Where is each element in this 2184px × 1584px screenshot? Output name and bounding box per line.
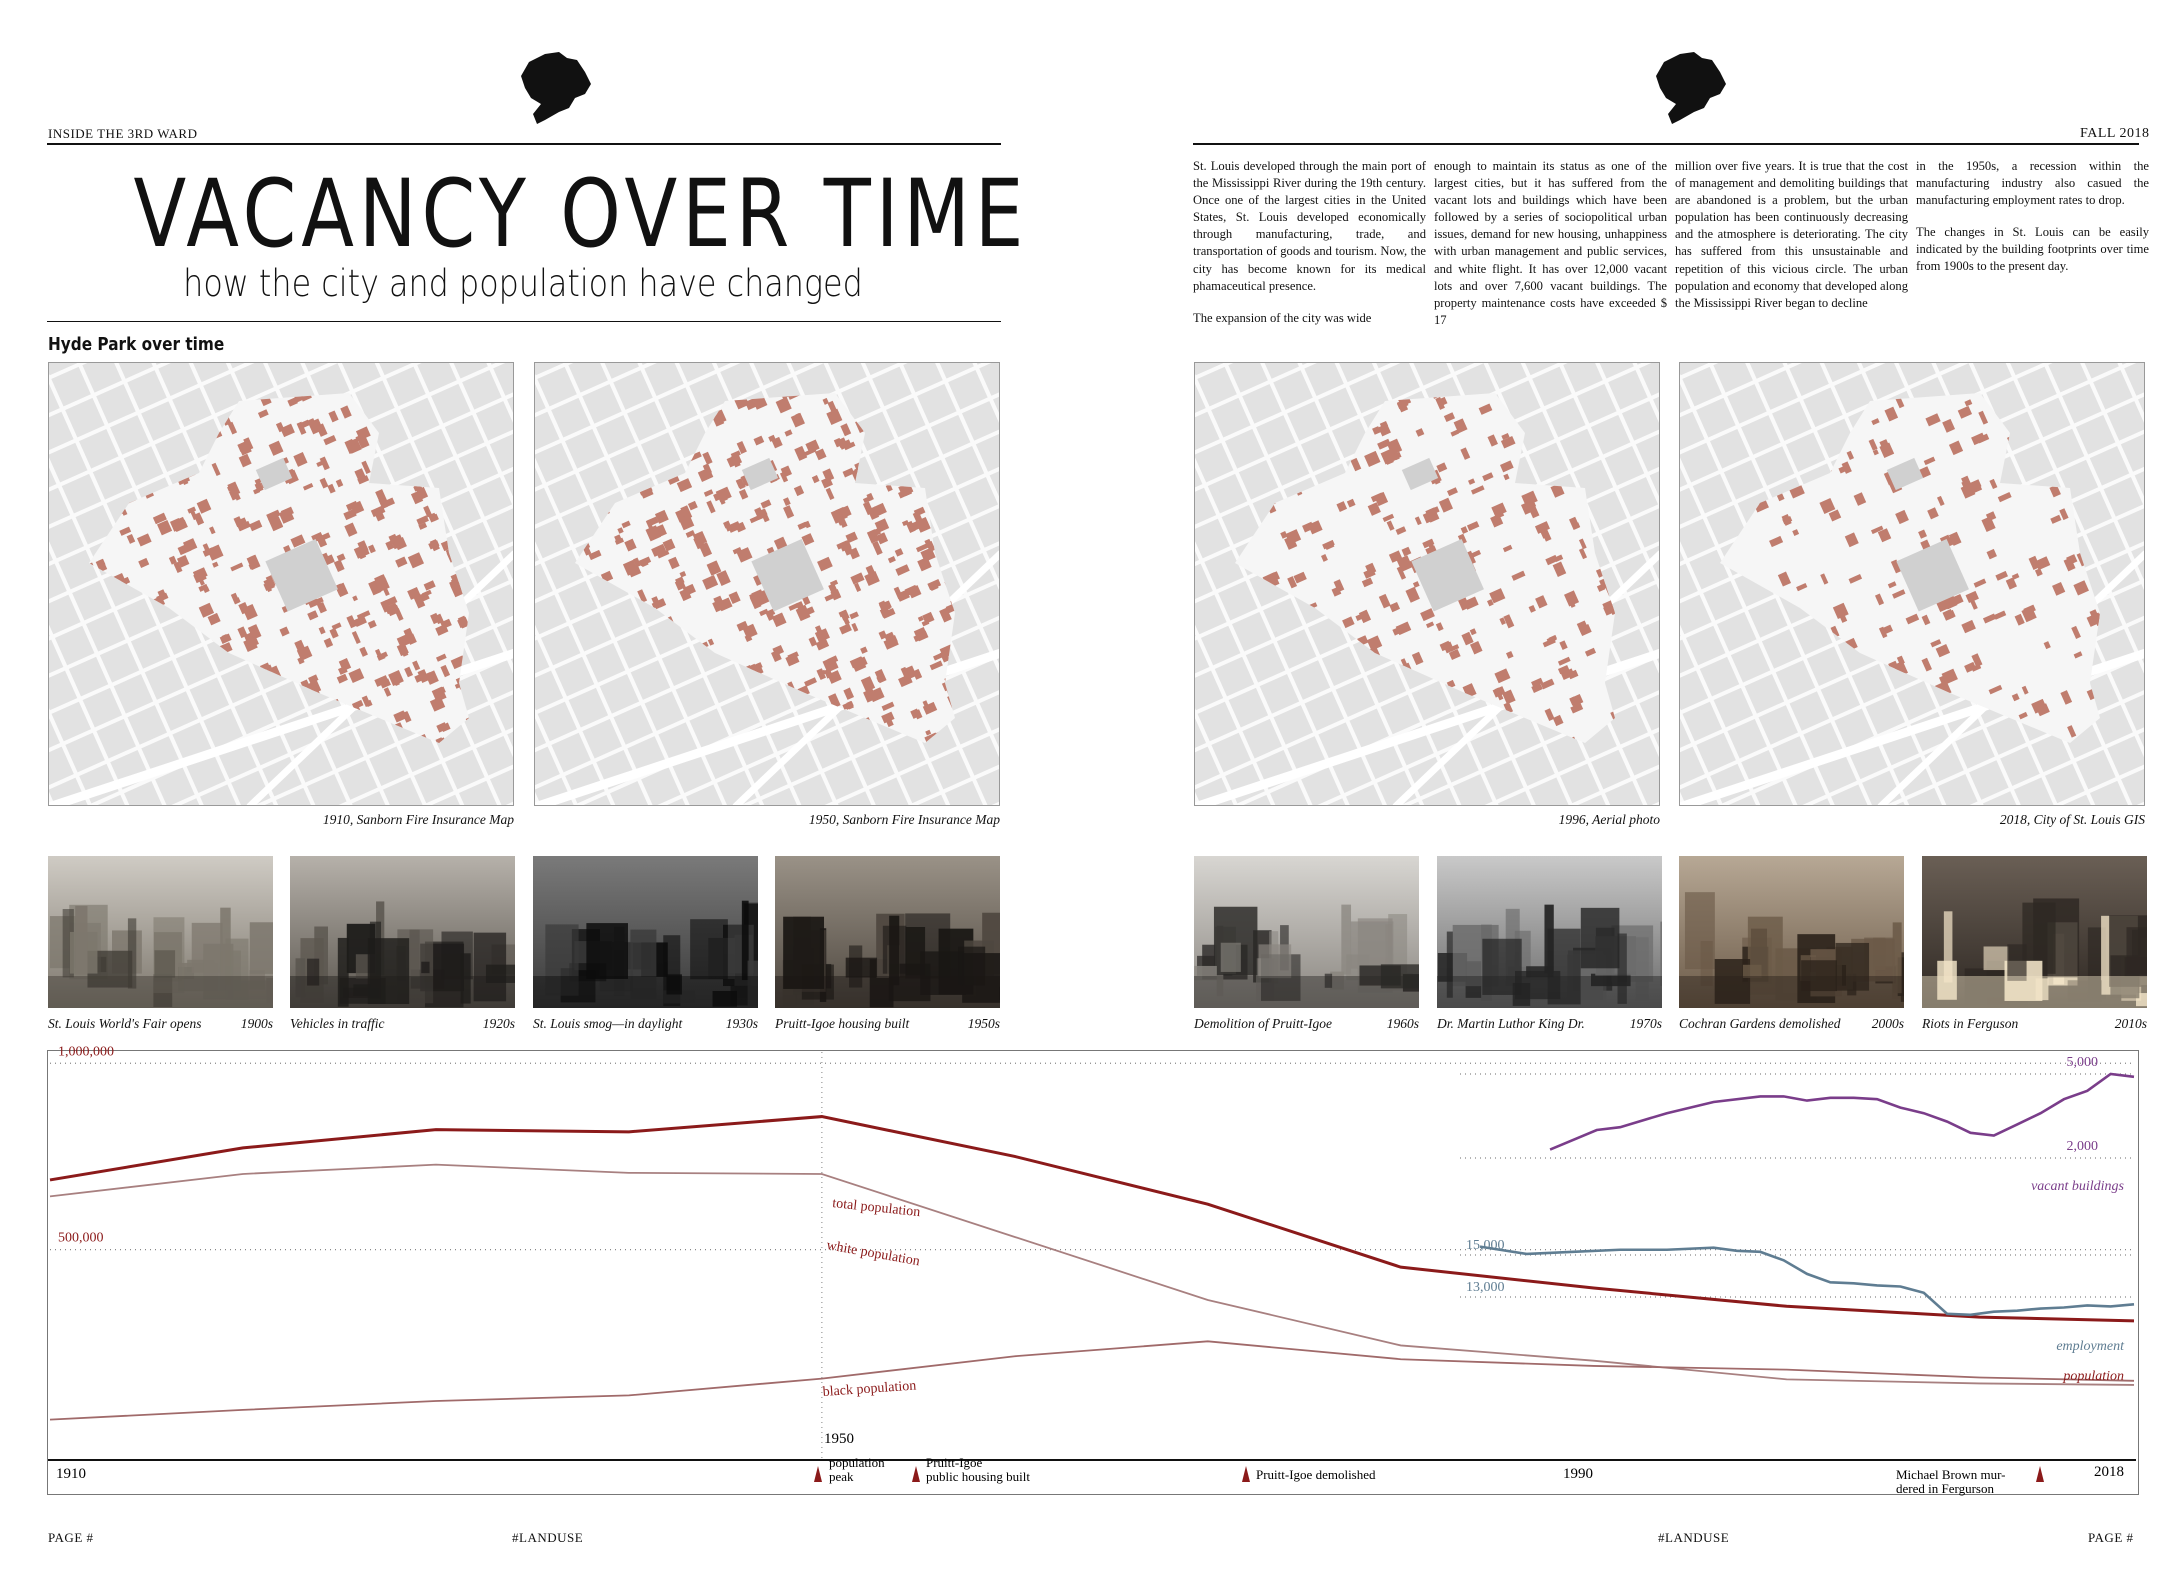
population-gridline-label: 500,000 <box>58 1230 104 1246</box>
photo-caption-label: Riots in Ferguson <box>1922 1016 2019 1031</box>
photo-caption-decade: 1900s <box>240 1016 273 1031</box>
annotation-label: Pruitt-Igoe <box>926 1455 983 1470</box>
photo-caption-decade: 1960s <box>1386 1016 1419 1031</box>
header-right-label: FALL 2018 <box>2080 126 2150 141</box>
photo-caption-label: Demolition of Pruitt-Igoe <box>1194 1016 1332 1031</box>
x-tick-label: 2018 <box>2094 1464 2124 1480</box>
map-caption: 2018, City of St. Louis GIS <box>1999 812 2145 827</box>
series-line-white-population <box>50 1165 2134 1385</box>
series-label-white-population: white population <box>825 1238 921 1270</box>
annotation-marker <box>1242 1466 1250 1482</box>
series-line-total-population <box>50 1117 2134 1321</box>
employment-gridline-label: 15,000 <box>1466 1238 1505 1253</box>
section-heading: Hyde Park over time <box>48 334 225 355</box>
article-paragraph: enough to maintain its status as one of the largest cities, but it has suffered from the vacant lots and buildings which have been followed by a series of sociopolitical urban issues, demand for new housing, unhappiness with urban management and public services, and white flight. It has over 12,000 vacant lots and over 7,600 vacant buildings. The property maintenance costs have exceeded $ 17 <box>1434 159 1667 327</box>
page-subtitle: how the city and population have changed <box>183 262 863 305</box>
footer-tag-left: #LANDUSE <box>512 1530 584 1545</box>
vacancy-gridline-label: 2,000 <box>2066 1139 2098 1154</box>
photo-caption-label: Vehicles in traffic <box>290 1016 385 1031</box>
annotation-label: peak <box>829 1469 854 1484</box>
article-paragraph: The expansion of the city was wide <box>1193 310 1372 325</box>
article-paragraph: St. Louis developed through the main port of the Mississippi River during the 19th century. Once one of the largest cities in the United States, St. Louis developed economically through manufacturing, trade, and transportation of goods and tourism. Now, the city has become known for its medical phamaceutical presence. <box>1193 159 1426 293</box>
footer-page-right: PAGE # <box>2088 1530 2134 1545</box>
footer-page-left: PAGE # <box>48 1530 94 1545</box>
series-label-total-population: total population <box>831 1196 921 1221</box>
photo-caption-label: Cochran Gardens demolished <box>1679 1016 1841 1031</box>
x-tick-label: 1990 <box>1563 1466 1593 1482</box>
header-left-label: INSIDE THE 3RD WARD <box>48 126 198 141</box>
article-paragraph: in the 1950s, a recession within the manufacturing industry also casued the manufacturing employment rates to drop. <box>1916 159 2149 208</box>
map-caption: 1910, Sanborn Fire Insurance Map <box>322 812 514 827</box>
annotation-marker <box>814 1466 822 1482</box>
series-label-employment: employment <box>2056 1339 2124 1354</box>
annotation-label: dered in Fergurson <box>1896 1481 1994 1496</box>
page-title: VACANCY OVER TIME <box>133 160 1029 269</box>
annotation-marker <box>2036 1466 2044 1482</box>
map-caption: 1950, Sanborn Fire Insurance Map <box>808 812 1000 827</box>
photo-caption-label: St. Louis World's Fair opens <box>48 1016 202 1031</box>
annotation-label: Pruitt-Igoe demolished <box>1256 1467 1376 1482</box>
employment-gridline-label: 13,000 <box>1466 1280 1505 1295</box>
annotation-label: Michael Brown mur- <box>1896 1467 2006 1482</box>
series-line-employment <box>1480 1247 2134 1315</box>
footer-tag-right: #LANDUSE <box>1658 1530 1730 1545</box>
annotation-marker <box>912 1466 920 1482</box>
series-label-vacant-buildings: vacant buildings <box>2031 1179 2124 1194</box>
map-caption: 1996, Aerial photo <box>1558 812 1660 827</box>
series-end-label-population: population <box>2063 1369 2124 1384</box>
annotation-label: public housing built <box>926 1469 1030 1484</box>
photo-caption-label: Pruitt-Igoe housing built <box>775 1016 910 1031</box>
annotation-label: population <box>829 1455 885 1470</box>
photo-caption-decade: 1920s <box>482 1016 515 1031</box>
photo-caption-label: St. Louis smog—in daylight <box>533 1016 683 1031</box>
article-paragraph: The changes in St. Louis can be easily indicated by the building footprints over time from 1900s to the present day. <box>1916 225 2149 274</box>
photo-caption-label: Dr. Martin Luthor King Dr. <box>1437 1016 1585 1031</box>
photo-caption-decade: 1930s <box>725 1016 758 1031</box>
vacancy-gridline-label: 5,000 <box>2066 1055 2098 1070</box>
photo-caption-decade: 2010s <box>2114 1016 2147 1031</box>
x-tick-label: 1910 <box>56 1466 86 1482</box>
x-tick-label: 1950 <box>824 1431 854 1447</box>
article-paragraph: million over five years. It is true that the cost of management and demoliting buildings that are abandoned is a problem, but the urban population has been continuously decreasing and the atmosphere is deteriorating. The city has suffered from this unsustainable and repetition of this vicious circle. The urban population and economy that developed along the Mississippi River began to decline <box>1675 159 1908 310</box>
photo-caption-decade: 1950s <box>967 1016 1000 1031</box>
series-line-vacant-buildings <box>1550 1074 2134 1150</box>
photo-caption-decade: 1970s <box>1629 1016 1662 1031</box>
population-gridline-label: 1,000,000 <box>58 1044 114 1060</box>
series-label-black-population: black population <box>822 1378 917 1400</box>
photo-caption-decade: 2000s <box>1871 1016 1904 1031</box>
